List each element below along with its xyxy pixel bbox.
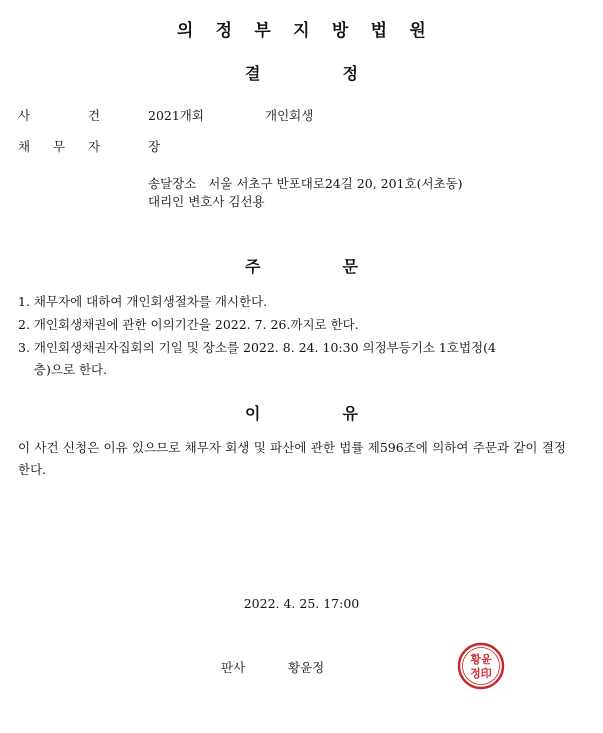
- reason-heading: [0, 401, 603, 424]
- decision-datetime: 2022. 4. 25. 17:00: [243, 596, 360, 611]
- heading-char: 문: [342, 257, 358, 276]
- label-char: 채: [18, 139, 31, 154]
- court-char: 의: [176, 21, 194, 41]
- judge-name: 황윤정: [288, 660, 325, 675]
- order-heading: [0, 254, 603, 277]
- heading-char: 이: [245, 404, 261, 423]
- heading-char: 유: [342, 404, 358, 423]
- debtor-name: 장: [148, 139, 161, 154]
- court-char: 방: [331, 21, 349, 41]
- case-number: 2021개회: [148, 108, 204, 123]
- label-char: 건: [88, 108, 101, 123]
- delivery-address: 송달장소 서울 서초구 반포대로24길 20, 201호(서초동): [148, 176, 463, 191]
- reason-text: 이 사건 신청은 이유 있으므로 채무자 회생 및 파산에 관한 법률 제596조에 의하여 주문과 같이 결정한다.: [18, 440, 566, 477]
- order-item: 1. 채무자에 대하여 개인회생절차를 개시한다.: [18, 294, 268, 309]
- court-name: [0, 16, 603, 41]
- heading-char: 정: [342, 64, 358, 83]
- order-item-continuation: 층)으로 한다.: [18, 362, 108, 377]
- seal-text: 정印: [470, 667, 492, 680]
- seal-text: 황윤: [470, 653, 492, 666]
- label-char: 무: [53, 139, 66, 154]
- attorney: 대리인 변호사 김선용: [148, 194, 265, 209]
- heading-char: 결: [245, 64, 261, 83]
- case-name: 개인회생: [265, 108, 314, 123]
- court-char: 지: [293, 21, 310, 41]
- court-char: 원: [409, 21, 427, 41]
- court-char: 법: [370, 21, 388, 41]
- order-item: 2. 개인회생채권에 관한 이의기간을 2022. 7. 26.까지로 한다.: [18, 317, 359, 332]
- judge-title: 판사: [221, 660, 246, 675]
- label-char: 사: [18, 108, 31, 123]
- label-char: 자: [88, 139, 101, 154]
- judge-seal-icon: [456, 641, 506, 691]
- court-char: 부: [254, 21, 272, 41]
- order-item: 3. 개인회생채권자집회의 기일 및 장소를 2022. 8. 24. 10:30 의정부등기소 1호법정(4: [18, 340, 496, 355]
- heading-char: 주: [245, 257, 261, 276]
- document-type-heading: [0, 61, 603, 84]
- court-char: 정: [215, 21, 233, 41]
